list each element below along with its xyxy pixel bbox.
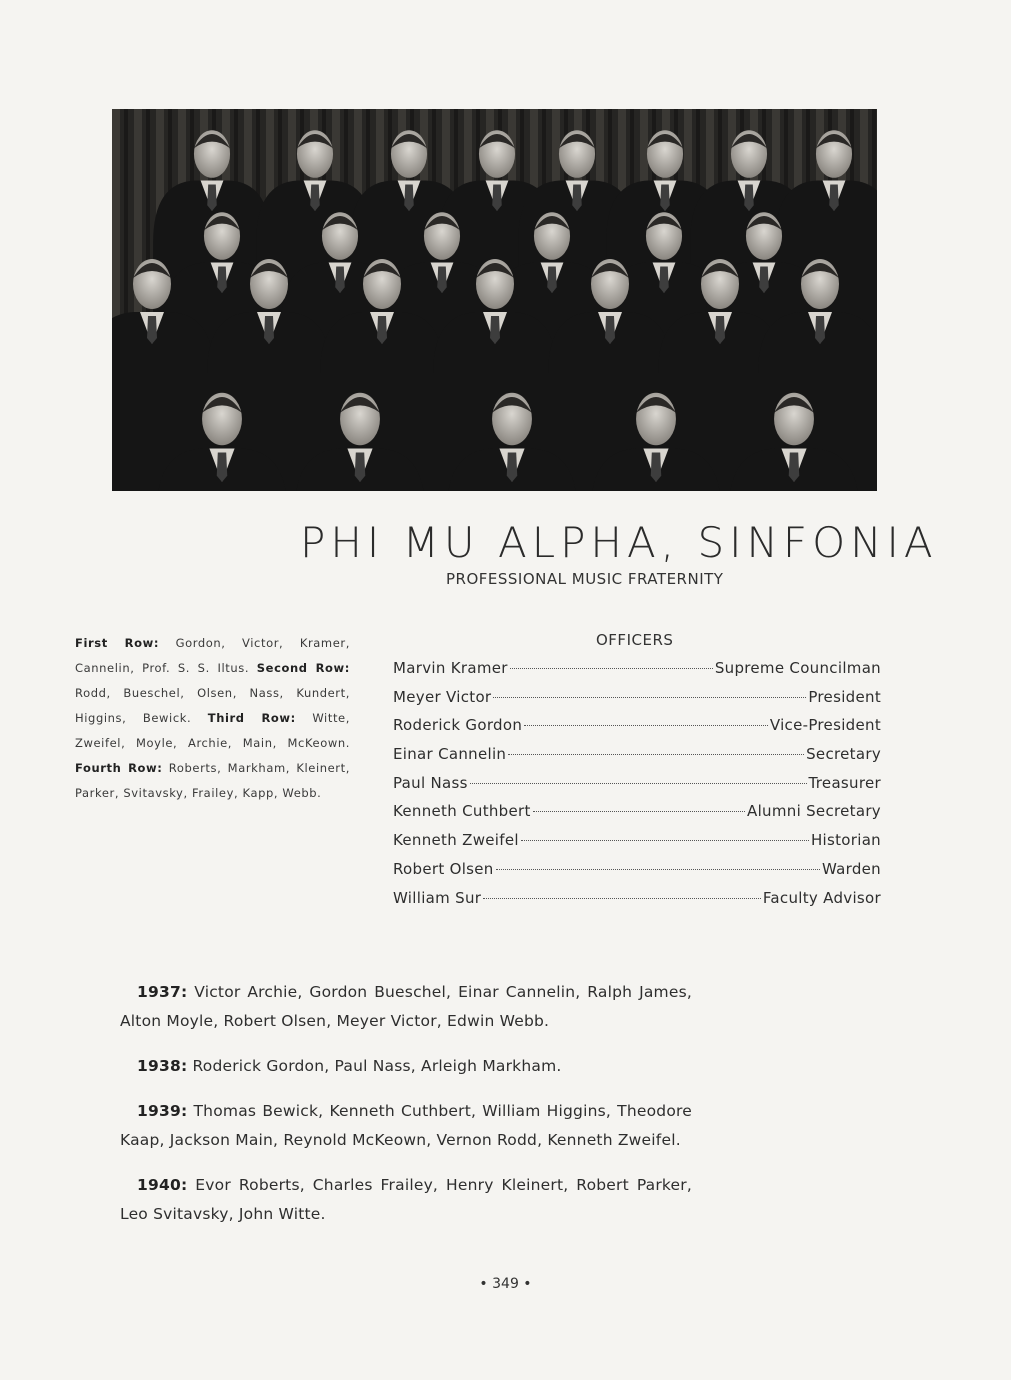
class-paragraph <box>120 1097 692 1155</box>
class-names: Evor Roberts, Charles Frailey, Henry Kleinert, Robert Parker, Leo Svitavsky, John Witte. <box>120 1176 692 1223</box>
class-lists <box>120 978 692 1245</box>
class-names: Roderick Gordon, Paul Nass, Arleigh Markham. <box>192 1057 562 1075</box>
officer-row <box>393 860 881 889</box>
caption-row-label: Fourth Row: <box>75 761 163 775</box>
officer-name: Kenneth Zweifel <box>393 831 519 850</box>
officer-row <box>393 688 881 717</box>
caption-row-names: Rodd, Bueschel, Olsen, Nass, Kundert, Higgins, Bewick. <box>75 686 350 725</box>
group-photo-image <box>112 109 877 491</box>
officers-heading: OFFICERS <box>596 631 674 649</box>
caption-row-names: Witte, Zweifel, Moyle, Archie, Main, McKeown. <box>75 711 350 750</box>
figure-tie <box>377 316 387 344</box>
figure-tie <box>490 316 500 344</box>
dot-leader <box>483 898 761 899</box>
officers-list <box>393 659 881 917</box>
officer-role: Treasurer <box>808 773 881 792</box>
figure-tie <box>355 453 366 483</box>
officer-role: President <box>808 687 881 706</box>
figure-tie <box>651 453 662 483</box>
page-subtitle: PROFESSIONAL MUSIC FRATERNITY <box>446 570 724 588</box>
caption-row-names: Gordon, Victor, Kramer, Cannelin, Prof. S. S. Iltus. <box>75 636 350 675</box>
caption-row-names: Roberts, Markham, Kleinert, Parker, Svitavsky, Frailey, Kapp, Webb. <box>75 761 350 800</box>
officer-name: William Sur <box>393 888 482 907</box>
class-year: 1939: <box>137 1102 188 1120</box>
caption-row-label: Second Row: <box>256 661 350 675</box>
officer-row <box>393 774 881 803</box>
figure-tie <box>789 453 800 483</box>
officer-row <box>393 889 881 918</box>
class-paragraph <box>120 1171 692 1229</box>
dot-leader <box>496 869 820 870</box>
class-year: 1940: <box>137 1176 188 1194</box>
officer-role: Secretary <box>806 745 881 764</box>
class-paragraph <box>120 978 692 1036</box>
figure-tie <box>507 453 518 483</box>
officer-row <box>393 802 881 831</box>
officer-role: Supreme Councilman <box>714 659 881 677</box>
dot-leader <box>521 840 809 841</box>
figure-tie <box>147 316 157 344</box>
class-names: Victor Archie, Gordon Bueschel, Einar Cannelin, Ralph James, Alton Moyle, Robert Olsen, Meyer Victor, Edwin Webb. <box>120 983 692 1030</box>
officer-row <box>393 745 881 774</box>
officer-name: Meyer Victor <box>393 687 492 706</box>
officer-role: Alumni Secretary <box>747 802 881 821</box>
figure-tie <box>605 316 615 344</box>
dot-leader <box>470 783 807 784</box>
dot-leader <box>533 811 745 812</box>
class-year: 1938: <box>137 1057 188 1075</box>
officer-name: Paul Nass <box>393 773 468 792</box>
dot-leader <box>508 754 804 755</box>
group-photo <box>112 109 877 491</box>
officer-role: Vice-President <box>769 716 881 735</box>
officer-role: Historian <box>810 831 881 850</box>
figure-tie <box>815 316 825 344</box>
figure-tie <box>264 316 274 344</box>
class-names: Thomas Bewick, Kenneth Cuthbert, William Higgins, Theodore Kaap, Jackson Main, Reynold McKeown, Vernon Rodd, Kenneth Zweifel. <box>120 1102 692 1149</box>
page-title: PHI MU ALPHA, SINFONIA <box>300 518 938 567</box>
figure-tie <box>715 316 725 344</box>
officer-name: Robert Olsen <box>393 859 494 878</box>
photo-caption <box>75 631 350 806</box>
officer-name: Marvin Kramer <box>393 659 508 677</box>
officer-name: Kenneth Cuthbert <box>393 802 531 821</box>
officer-row <box>393 831 881 860</box>
officer-role: Warden <box>821 859 881 878</box>
dot-leader <box>510 668 713 669</box>
officer-name: Roderick Gordon <box>393 716 523 735</box>
officer-role: Faculty Advisor <box>762 888 881 907</box>
officer-row <box>393 716 881 745</box>
dot-leader <box>524 725 768 726</box>
officer-row <box>393 659 881 688</box>
dot-leader <box>493 697 806 698</box>
class-year: 1937: <box>137 983 188 1001</box>
page-number: • 349 • <box>479 1276 532 1292</box>
class-paragraph <box>120 1052 692 1081</box>
officer-name: Einar Cannelin <box>393 745 507 764</box>
caption-row-label: First Row: <box>75 636 160 650</box>
caption-row-label: Third Row: <box>207 711 296 725</box>
figure-tie <box>217 453 228 483</box>
